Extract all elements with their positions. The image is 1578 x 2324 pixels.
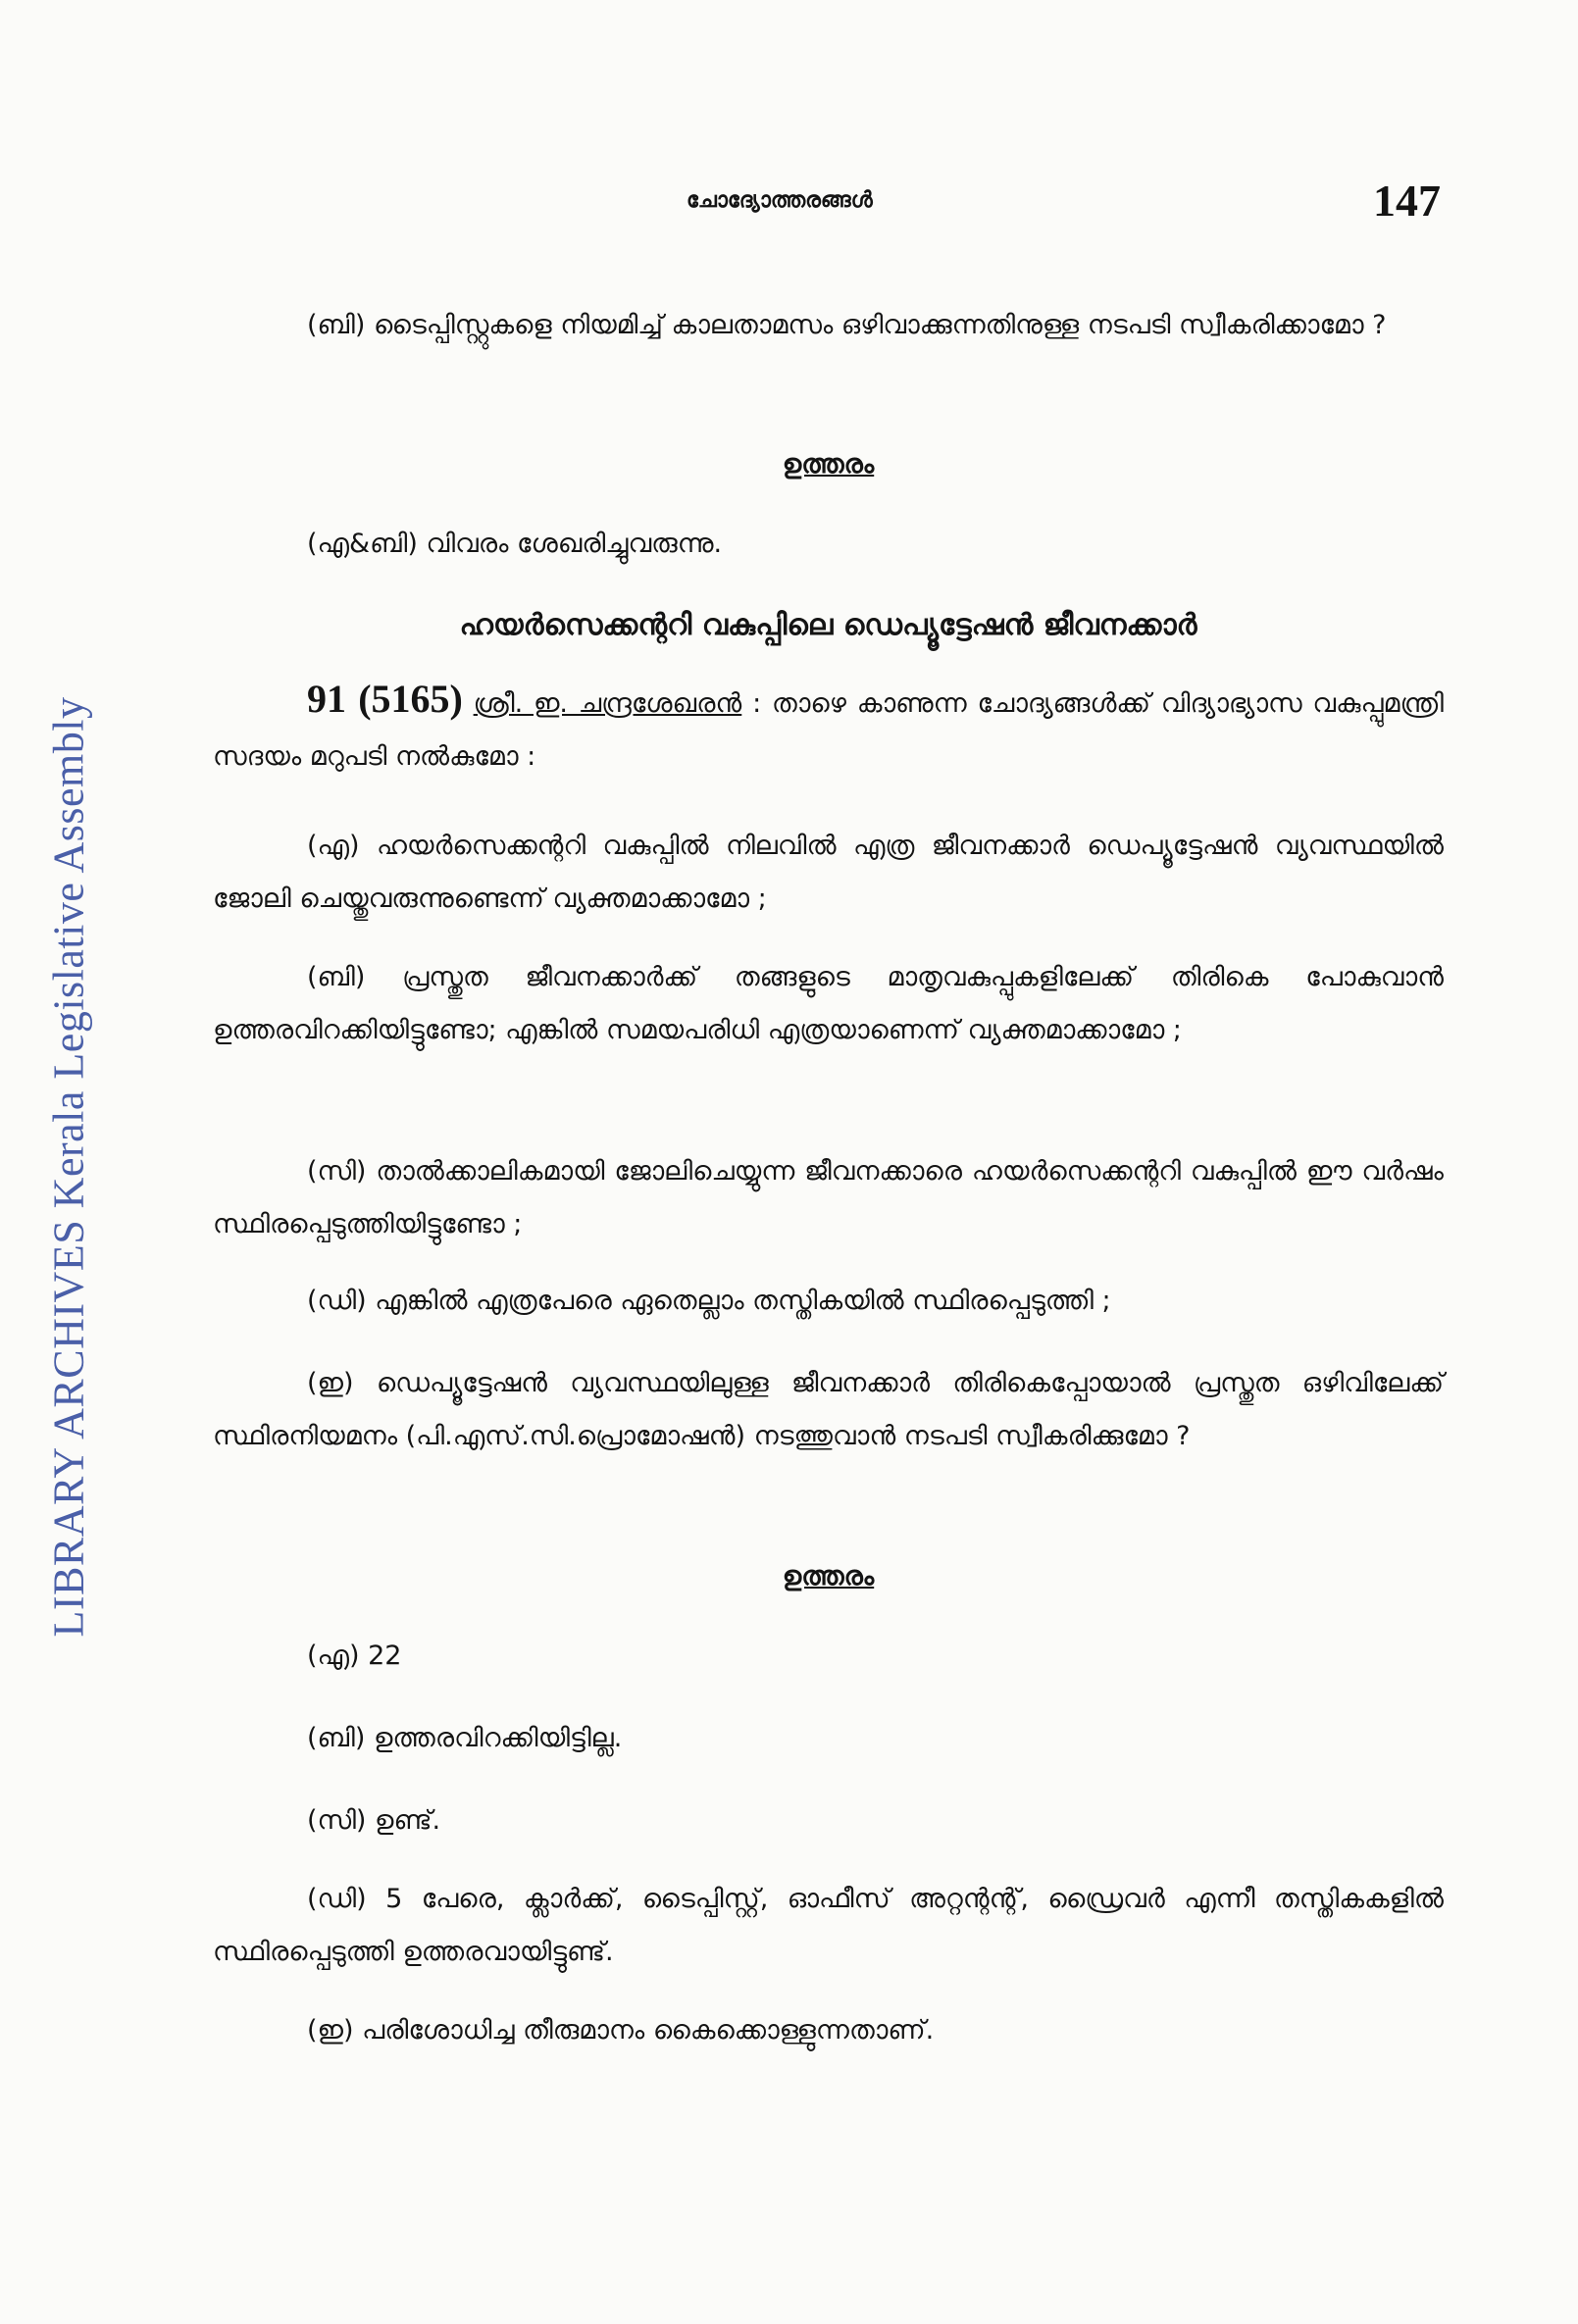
question-d: (ഡി) എങ്കിൽ എത്രപേരെ ഏതെല്ലാം തസ്തികയിൽ സ്ഥിരപ്പെടുത്തി ; xyxy=(307,1286,1111,1316)
question-c: (സി) താൽക്കാലികമായി ജോലിചെയ്യുന്ന ജീവനക്കാരെ ഹയർസെക്കന്ററി വകുപ്പിൽ ഈ വർഷം സ്ഥിരപ്പെടുത്തിയിട്ടുണ്ടോ ; xyxy=(213,1156,1444,1239)
answer-a: (എ) 22 xyxy=(307,1641,402,1671)
question-intro-text: : താഴെ കാണുന്ന ചോദ്യങ്ങൾക്ക് വിദ്യാഭ്യാസ വകുപ്പുമന്ത്രി സദയം മറുപടി നൽകുമോ : xyxy=(213,688,1444,772)
page-number: 147 xyxy=(1373,176,1441,226)
section-title: ഹയർസെക്കന്ററി വകുപ്പിലെ ഡെപ്യൂട്ടേഷൻ ജീവനക്കാർ xyxy=(459,608,1197,642)
prev-answer-ab: (എ&ബി) വിവരം ശേഖരിച്ചുവരുന്നു. xyxy=(307,529,723,559)
answer-b: (ബി) ഉത്തരവിറക്കിയിട്ടില്ല. xyxy=(307,1723,623,1753)
prev-question-b: (ബി) ടൈപ്പിസ്റ്റുകളെ നിയമിച്ച് കാലതാമസം ഒഴിവാക്കുന്നതിനുള്ള നടപടി സ്വീകരിക്കാമോ ? xyxy=(307,310,1387,340)
question-b: (ബി) പ്രസ്തുത ജീവനക്കാർക്ക് തങ്ങളുടെ മാതൃവകുപ്പുകളിലേക്ക് തിരികെ പോകുവാൻ ഉത്തരവിറക്കിയിട്ടുണ്ടോ; എങ്കിൽ സമയപരിധി എത്രയാണെന്ന് വ്യക്തമാക്കാമോ ; xyxy=(213,962,1444,1045)
running-title: ചോദ്യോത്തരങ്ങൾ xyxy=(687,188,873,213)
member-name: ശ്രീ. ഇ. ചന്ദ്രശേഖരൻ xyxy=(473,688,742,719)
question-number: 91 (5165) xyxy=(307,677,463,721)
answer-d: (ഡി) 5 പേരെ, ക്ലാർക്ക്, ടൈപ്പിസ്റ്റ്, ഓഫീസ് അറ്റന്റന്റ്, ഡ്രൈവർ എന്നീ തസ്തികകളിൽ സ്ഥിരപ്പെടുത്തി ഉത്തരവായിട്ടുണ്ട്. xyxy=(213,1884,1444,1967)
prev-answer-heading: ഉത്തരം xyxy=(782,449,875,480)
question-e: (ഇ) ഡെപ്യൂട്ടേഷൻ വ്യവസ്ഥയിലുള്ള ജീവനക്കാർ തിരികെപ്പോയാൽ പ്രസ്തുത ഒഴിവിലേക്ക് സ്ഥിരനിയമനം (പി.എസ്.സി.പ്രൊമോഷൻ) നടത്തുവാൻ നടപടി സ്വീകരിക്കുമോ ? xyxy=(213,1368,1444,1451)
answer-e: (ഇ) പരിശോധിച്ച തീരുമാനം കൈക്കൊള്ളുന്നതാണ്. xyxy=(307,2015,935,2046)
answer-heading: ഉത്തരം xyxy=(782,1561,875,1591)
answer-c: (സി) ഉണ്ട്. xyxy=(307,1805,441,1836)
question-a: (എ) ഹയർസെക്കന്ററി വകുപ്പിൽ നിലവിൽ എത്ര ജീവനക്കാർ ഡെപ്യൂട്ടേഷൻ വ്യവസ്ഥയിൽ ജോലി ചെയ്തുവരുന്നുണ്ടെന്ന് വ്യക്തമാക്കാമോ ; xyxy=(213,831,1444,914)
library-watermark: LIBRARY ARCHIVES Kerala Legislative Assembly xyxy=(44,696,93,1638)
question-intro xyxy=(213,673,1444,783)
